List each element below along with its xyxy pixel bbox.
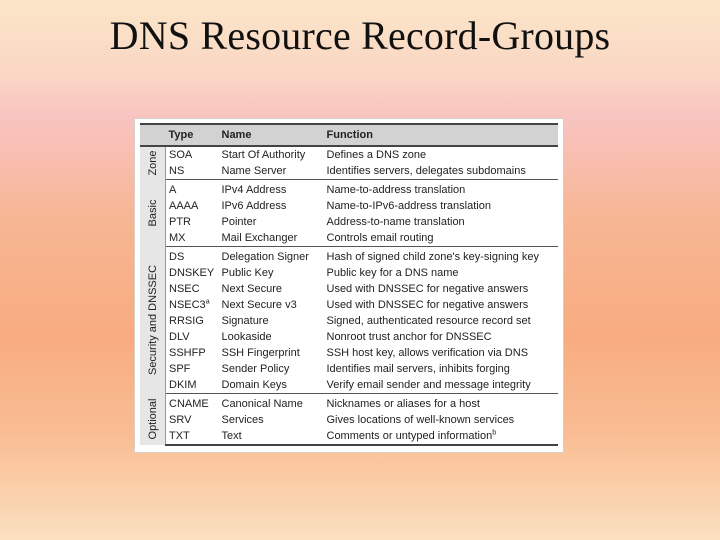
record-name: Next Secure v3 [221,299,297,311]
record-type: PTR [169,216,191,228]
type-cell [166,247,219,266]
group-label-cell [140,394,166,446]
record-name: Sender Policy [221,363,290,375]
table-row [140,180,558,199]
function-cell [324,428,559,445]
record-function: Used with DNSSEC for negative answers [326,299,529,311]
record-function: Comments or untyped information [326,430,493,442]
table-row [140,214,558,230]
record-type: SOA [169,149,193,161]
record-type: CNAME [169,398,209,410]
type-cell [166,428,219,445]
record-function: SSH host key, allows verification via DNS [326,347,529,359]
record-function: Defines a DNS zone [326,149,427,161]
record-function: Hash of signed child zone's key-signing key [326,251,539,263]
function-cell [324,146,559,163]
type-cell [166,230,219,247]
type-cell [166,297,219,313]
table-body [140,146,558,445]
record-name: Canonical Name [221,398,303,410]
record-type: NSEC3 [169,299,206,311]
record-name: SSH Fingerprint [221,347,300,359]
function-cell [324,394,559,413]
table-row [140,163,558,180]
record-name: Name Server [219,163,324,180]
record-type: DKIM [169,379,197,391]
function-cell [324,345,559,361]
type-cell [166,281,219,297]
record-function: Nonroot trust anchor for DNSSEC [326,331,492,343]
type-cell [166,180,219,199]
table-row [140,281,558,297]
group-label: Basic [146,199,159,227]
group-column-header [140,124,166,146]
type-cell [166,377,219,394]
record-function: Name-to-IPv6-address translation [326,200,491,212]
function-cell [324,412,559,428]
record-name: Services [221,414,264,426]
group-label-cell [140,247,166,394]
record-type: NSEC [169,283,200,295]
record-function: Identifies mail servers, inhibits forging [326,363,510,375]
table-row [140,230,558,247]
record-name: IPv4 Address [221,184,287,196]
table-row [140,345,558,361]
type-cell [166,265,219,281]
group-label: Zone [146,150,159,176]
slide-title: DNS Resource Record-Groups [109,13,611,58]
table-row [140,247,558,266]
table-row [140,394,558,413]
function-cell [324,313,559,329]
record-function: Identifies servers, delegates subdomains [326,165,526,177]
record-function: Address-to-name translation [326,216,465,228]
function-cell [324,198,559,214]
record-name: Domain Keys [219,377,324,394]
type-cell [166,345,219,361]
record-function: Public key for a DNS name [326,267,459,279]
name-column-header: Name [219,124,324,146]
table-row [140,412,558,428]
record-name: IPv6 Address [221,200,287,212]
group-label: Security and DNSSEC [146,264,159,376]
function-cell [324,265,559,281]
record-function: Verify email sender and message integrity [326,379,531,391]
function-cell [324,281,559,297]
type-column-header: Type [166,124,219,146]
record-name: Lookaside [221,331,272,343]
record-type: RRSIG [169,315,204,327]
table-row [140,297,558,313]
group-label-cell [140,180,166,247]
record-type: A [169,184,177,196]
record-name: Next Secure [221,283,283,295]
function-cell [324,163,559,180]
record-name: Text [219,428,324,445]
type-cell [166,361,219,377]
function-cell [324,297,559,313]
table-row [140,313,558,329]
function-column-header: Function [324,124,559,146]
type-cell [166,412,219,428]
function-cell [324,214,559,230]
record-name: Public Key [221,267,274,279]
record-name: Signature [221,315,269,327]
function-cell [324,230,559,247]
dns-record-table-image [135,119,563,452]
table-row [140,377,558,394]
footnote-marker: a [205,298,210,306]
record-type: SRV [169,414,192,426]
table-row [140,146,558,163]
record-function: Name-to-address translation [326,184,466,196]
function-cell [324,361,559,377]
record-type: SPF [169,363,191,375]
record-type: DS [169,251,185,263]
record-type: AAAA [169,200,199,212]
record-name: Mail Exchanger [219,230,324,247]
type-cell [166,214,219,230]
type-cell [166,198,219,214]
record-function: Used with DNSSEC for negative answers [326,283,529,295]
record-function: Nicknames or aliases for a host [326,398,480,410]
record-function: Controls email routing [326,232,434,244]
type-cell [166,394,219,413]
record-type: DNSKEY [169,267,215,279]
record-name: Pointer [221,216,257,228]
record-name: Delegation Signer [221,251,309,263]
record-type: DLV [169,331,190,343]
dns-record-table [140,123,558,446]
record-name: Start Of Authority [221,149,306,161]
record-type: NS [169,165,185,177]
group-label: Optional [146,398,159,440]
type-cell [166,313,219,329]
function-cell [324,247,559,266]
function-cell [324,329,559,345]
table-row [140,428,558,445]
table-row [140,329,558,345]
function-cell [324,377,559,394]
table-row [140,361,558,377]
type-cell [166,163,219,180]
type-cell [166,146,219,163]
table-header-row [140,124,558,146]
record-type: MX [169,232,186,244]
function-cell [324,180,559,199]
record-function: Gives locations of well-known services [326,414,515,426]
group-label-cell [140,146,166,180]
record-function: Signed, authenticated resource record set [326,315,531,327]
table-row [140,265,558,281]
type-cell [166,329,219,345]
record-type: SSHFP [169,347,206,359]
footnote-marker: b [492,429,497,437]
table-row [140,198,558,214]
record-type: TXT [169,430,190,442]
